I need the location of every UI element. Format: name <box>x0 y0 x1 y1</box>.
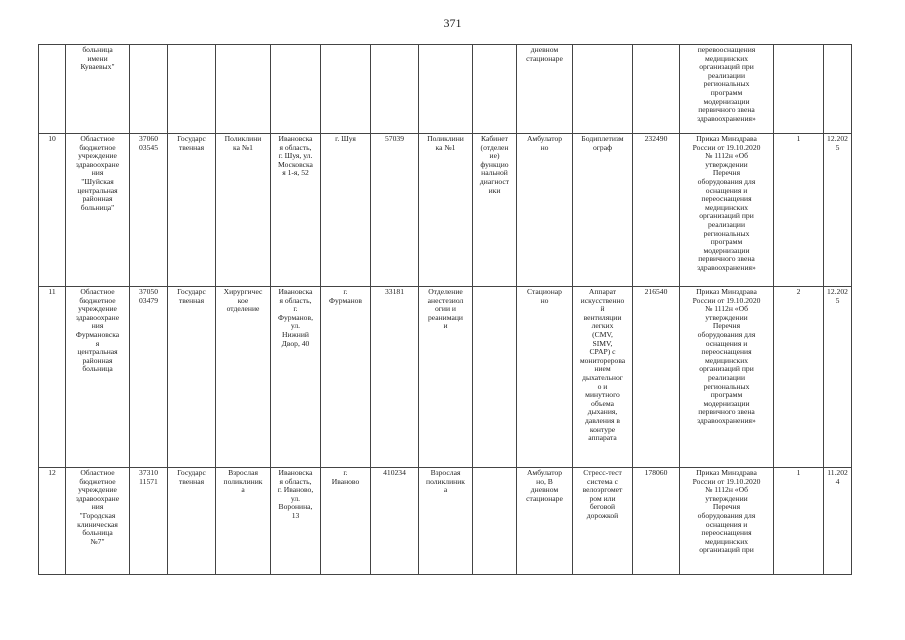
cell-equipment: Стресс-тест система с велоэргомет ром или беговой дорожкой <box>573 468 633 575</box>
cell-quantity: 1 <box>774 468 824 575</box>
cell-date: 11.2024 <box>824 468 852 575</box>
cell-date: 12.2025 <box>824 134 852 287</box>
cell-organization: Областное бюджетное учреждение здравоохране ния Фурмановска я центральная районная больница <box>66 287 130 468</box>
cell-equipment-code <box>633 45 680 134</box>
cell-unit <box>216 45 271 134</box>
cell-ownership <box>168 45 216 134</box>
cell-unit: Хирургичес кое отделение <box>216 287 271 468</box>
cell-equipment: Аппарат искусственно й вентиляции легких (CMV, SIMV, CPAP) с мониторерова нием дыхательног о и минутного объема дыхания, давления в контуре аппарата <box>573 287 633 468</box>
equipment-table <box>38 44 852 575</box>
cell-regulation: Приказ Минздрава России от 19.10.2020 № 1112н «Об утверждении Перечня оборудования для оснащения и переоснащения медицинских организаций при реализации региональных программ модернизации первичного звена здравоохранения» <box>680 134 774 287</box>
cell-city <box>321 45 371 134</box>
cell-care-form: дневном стационаре <box>517 45 573 134</box>
cell-date: 12.2025 <box>824 287 852 468</box>
cell-equipment: Бодиплетизм ограф <box>573 134 633 287</box>
cell-address <box>271 45 321 134</box>
table-row <box>39 287 852 468</box>
cell-city: г. Иваново <box>321 468 371 575</box>
cell-ownership: Государс твенная <box>168 287 216 468</box>
cell-code: 37060 03545 <box>130 134 168 287</box>
cell-department <box>419 45 473 134</box>
cell-code: 37310 11571 <box>130 468 168 575</box>
cell-unit-code: 57039 <box>371 134 419 287</box>
cell-department: Взрослая поликлиник а <box>419 468 473 575</box>
cell-regulation: Приказ Минздрава России от 19.10.2020 № 1112н «Об утверждении Перечня оборудования для оснащения и переоснащения медицинских организаций при <box>680 468 774 575</box>
cell-cabinet: Кабинет (отделен ие) функцио нальной диагност ики <box>473 134 517 287</box>
cell-regulation: Приказ Минздрава России от 19.10.2020 № 1112н «Об утверждении Перечня оборудования для оснащения и переоснащения медицинских организаций при реализации региональных программ модернизации первичного звена здравоохранения» <box>680 287 774 468</box>
cell-quantity: 2 <box>774 287 824 468</box>
cell-equipment-code: 216540 <box>633 287 680 468</box>
cell-address: Ивановска я область, г. Шуя, ул. Московска я 1-я, 52 <box>271 134 321 287</box>
cell-organization: Областное бюджетное учреждение здравоохране ния "Городская клиническая больница №7" <box>66 468 130 575</box>
cell-cabinet <box>473 287 517 468</box>
cell-equipment <box>573 45 633 134</box>
cell-care-form: Амбулатор но, В дневном стационаре <box>517 468 573 575</box>
cell-department: Отделение анестезиол огии и реанимаци и <box>419 287 473 468</box>
cell-care-form: Амбулатор но <box>517 134 573 287</box>
table-row <box>39 45 852 134</box>
cell-address: Ивановска я область, г. Иваново, ул. Воронина, 13 <box>271 468 321 575</box>
cell-regulation: перевооснащения медицинских организаций при реализации региональных программ модернизации первичного звена здравоохранения» <box>680 45 774 134</box>
cell-number: 10 <box>39 134 66 287</box>
page-number: 371 <box>443 16 462 30</box>
cell-code <box>130 45 168 134</box>
cell-date <box>824 45 852 134</box>
cell-department: Поликлини ка №1 <box>419 134 473 287</box>
cell-organization: больница имени Куваевых" <box>66 45 130 134</box>
table-row <box>39 468 852 575</box>
cell-organization: Областное бюджетное учреждение здравоохране ния "Шуйская центральная районная больница" <box>66 134 130 287</box>
cell-unit: Поликлини ка №1 <box>216 134 271 287</box>
cell-unit-code: 410234 <box>371 468 419 575</box>
cell-number <box>39 45 66 134</box>
table-row <box>39 134 852 287</box>
cell-ownership: Государс твенная <box>168 134 216 287</box>
cell-quantity: 1 <box>774 134 824 287</box>
cell-address: Ивановска я область, г. Фурманов, ул. Нижний Двор, 40 <box>271 287 321 468</box>
cell-cabinet <box>473 45 517 134</box>
cell-cabinet <box>473 468 517 575</box>
cell-city: г. Шуя <box>321 134 371 287</box>
cell-quantity <box>774 45 824 134</box>
cell-code: 37050 03479 <box>130 287 168 468</box>
cell-ownership: Государс твенная <box>168 468 216 575</box>
cell-city: г. Фурманов <box>321 287 371 468</box>
cell-care-form: Стационар но <box>517 287 573 468</box>
cell-unit: Взрослая поликлиник а <box>216 468 271 575</box>
cell-unit-code: 33181 <box>371 287 419 468</box>
cell-number: 12 <box>39 468 66 575</box>
cell-equipment-code: 178060 <box>633 468 680 575</box>
cell-unit-code <box>371 45 419 134</box>
cell-equipment-code: 232490 <box>633 134 680 287</box>
cell-number: 11 <box>39 287 66 468</box>
